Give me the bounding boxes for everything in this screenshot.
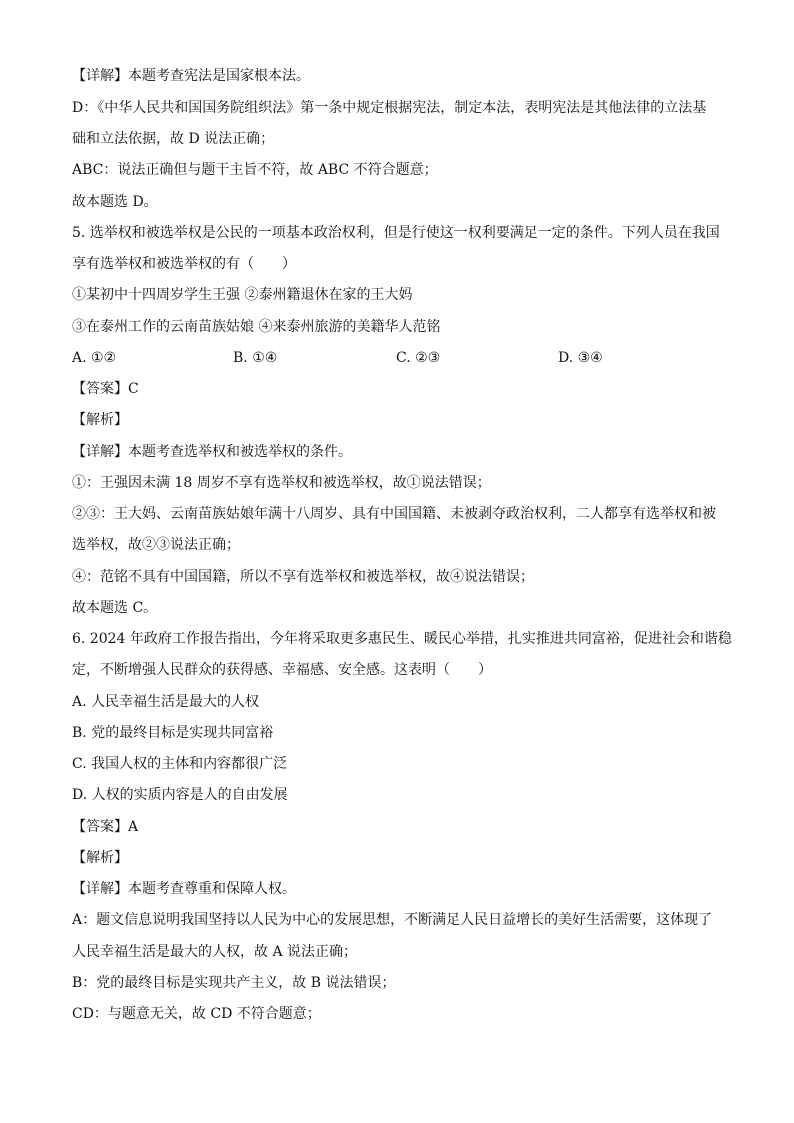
text-line: 础和立法依据，故 D 说法正确；: [72, 131, 275, 147]
question-5-stem: 享有选举权和被选举权的有（ ）: [72, 256, 296, 272]
text-line: ④：范铭不具有中国国籍，所以不享有选举权和被选举权，故④说法错误；: [72, 569, 534, 585]
answer-label: 【答案】C: [72, 381, 139, 397]
text-line: ABC：说法正确但与题干主旨不符，故 ABC 不符合题意；: [72, 162, 438, 178]
question-6-option-d: D. 人权的实质内容是人的自由发展: [72, 787, 288, 803]
analysis-label: 【解析】: [72, 850, 128, 866]
text-line: 人民幸福生活是最大的人权，故 A 说法正确；: [72, 944, 358, 960]
question-5-option-b: B. ①④: [233, 350, 278, 366]
analysis-label: 【解析】: [72, 412, 128, 428]
text-line: 【详解】本题考查选举权和被选举权的条件。: [72, 444, 352, 460]
text-line: D：《中华人民共和国国务院组织法》第一条中规定根据宪法，制定本法，表明宪法是其他法律的立法基: [72, 100, 707, 116]
question-6-option-a: A. 人民幸福生活是最大的人权: [72, 694, 260, 710]
text-line: 【详解】本题考查尊重和保障人权。: [72, 881, 296, 897]
text-line: B：党的最终目标是实现共产主义，故 B 说法错误；: [72, 975, 396, 991]
text-line: ①：王强因未满 18 周岁不享有选举权和被选举权，故①说法错误；: [72, 475, 491, 491]
question-6-stem: 定，不断增强人民群众的获得感、幸福感、安全感。这表明（ ）: [72, 662, 492, 678]
text-line: 选举权，故②③说法正确；: [72, 537, 240, 553]
question-5-option-a: A. ①②: [72, 350, 117, 366]
text-line: CD：与题意无关，故 CD 不符合题意；: [72, 1006, 321, 1022]
answer-label: 【答案】A: [72, 819, 139, 835]
question-6-option-b: B. 党的最终目标是实现共同富裕: [72, 725, 274, 741]
text-line: 【详解】本题考查宪法是国家根本法。: [72, 68, 310, 84]
question-5-option-c: C. ②③: [396, 350, 441, 366]
text-line: ②③：王大妈、云南苗族姑娘年满十八周岁、具有中国国籍、未被剥夺政治权利，二人都享有选举权和被: [72, 506, 716, 522]
question-5-option-d: D. ③④: [558, 350, 603, 366]
question-5-item: ③在泰州工作的云南苗族姑娘 ④来泰州旅游的美籍华人范铭: [72, 319, 441, 335]
text-line: 故本题选 D。: [72, 194, 158, 210]
question-6-stem: 6. 2024 年政府工作报告指出，今年将采取更多惠民生、暖民心举措，扎实推进共同富裕，促进社会和谐稳: [72, 631, 732, 647]
text-line: A：题文信息说明我国坚持以人民为中心的发展思想，不断满足人民日益增长的美好生活需要，这体现了: [72, 912, 713, 928]
text-line: 故本题选 C。: [72, 600, 158, 616]
question-5-item: ①某初中十四周岁学生王强 ②泰州籍退休在家的王大妈: [72, 287, 413, 303]
question-5-stem: 5. 选举权和被选举权是公民的一项基本政治权利，但是行使这一权利要满足一定的条件。下列人员在我国: [72, 225, 720, 241]
question-6-option-c: C. 我国人权的主体和内容都很广泛: [72, 756, 288, 772]
